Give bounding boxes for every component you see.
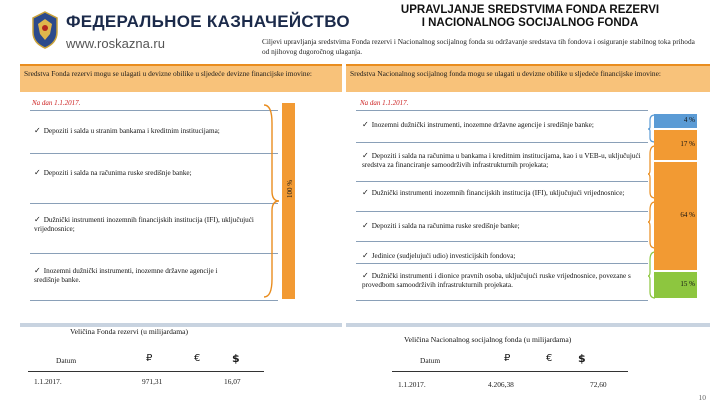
check-icon: ✓ — [362, 271, 369, 280]
right-item-5 — [362, 251, 642, 261]
eagle-emblem-icon — [30, 10, 60, 50]
right-item-1 — [362, 120, 632, 130]
left-date: Na dan 1.1.2017. — [32, 99, 81, 107]
right-col-date: Datum — [420, 356, 441, 365]
check-icon: ✓ — [362, 221, 369, 230]
left-item-rule-2 — [30, 203, 278, 204]
right-item-rule-4 — [356, 241, 648, 242]
left-col-date: Datum — [56, 356, 77, 365]
left-item-2-text: Depoziti i salda na računima ruske središnje banke; — [43, 169, 192, 177]
left-row-rub: 971,31 — [142, 377, 163, 386]
allocation-segment-label-4: 15 % — [680, 280, 695, 289]
check-icon: ✓ — [34, 215, 41, 224]
left-item-4 — [34, 266, 234, 285]
right-item-rule-2 — [356, 181, 648, 182]
check-icon: ✓ — [34, 126, 41, 135]
right-date: Na dan 1.1.2017. — [360, 99, 409, 107]
right-item-rule-5 — [356, 263, 648, 264]
check-icon: ✓ — [362, 120, 369, 129]
left-item-3 — [34, 215, 264, 234]
left-item-3-text: Dužnički instrumenti inozemnih financijskih institucija (IFI), uključujući vrijednosnice; — [34, 216, 254, 233]
goal-text: Ciljevi upravljanja sredstvima Fonda rezervi i Nacionalnog socijalnog fonda su održavanje sredstava tih fondova i osiguranje stabilnog toka prihoda od njihovog dugoročnog ulaganja. — [262, 37, 695, 56]
check-icon: ✓ — [362, 251, 369, 260]
left-bar-label: 100 % — [286, 179, 294, 199]
right-item-2 — [362, 151, 642, 170]
right-date-rule — [356, 110, 648, 111]
org-name: ФЕДЕРАЛЬНОЕ КАЗНАЧЕЙСТВО — [66, 12, 350, 31]
left-item-rule-3 — [30, 253, 278, 254]
left-item-rule-4 — [30, 300, 278, 301]
page-title — [350, 4, 710, 30]
left-row-date: 1.1.2017. — [34, 377, 62, 386]
check-icon: ✓ — [34, 168, 41, 177]
left-item-1 — [34, 126, 254, 136]
right-item-rule-3 — [356, 211, 648, 212]
left-item-4-text: Inozemni dužnički instrumenti, inozemne državne agencije i središnje banke. — [34, 267, 218, 284]
left-col-usd: $ — [232, 352, 240, 365]
right-col-usd: $ — [578, 352, 586, 365]
allocation-segment-2 — [654, 130, 697, 160]
left-table-rule — [28, 371, 264, 372]
right-col-eur: € — [546, 353, 553, 364]
right-item-2-text: Depoziti i salda na računima u bankama i kreditnim institucijama, kao i u VEB-u, uključujući sredstva za financiranje samoodrživih infrastrukturnih projekata; — [362, 152, 641, 169]
check-icon: ✓ — [34, 266, 41, 275]
right-row-rub: 4.206,38 — [488, 380, 514, 389]
right-item-6 — [362, 271, 647, 290]
right-row-date: 1.1.2017. — [398, 380, 426, 389]
right-item-4-text: Depoziti i salda na računima ruske središnje banke; — [371, 222, 520, 230]
check-icon: ✓ — [362, 188, 369, 197]
right-table-title: Veličina Nacionalnog socijalnog fonda (u milijardama) — [404, 335, 572, 344]
right-item-rule-1 — [356, 142, 648, 143]
left-brace-icon — [262, 103, 280, 299]
right-table-rule — [392, 371, 628, 372]
allocation-segment-3 — [654, 162, 697, 270]
right-col-rub: ₽ — [504, 353, 511, 364]
left-date-rule — [30, 110, 278, 111]
right-header: Sredstva Nacionalnog socijalnog fonda mogu se ulagati u devizne obilike u sljedeće financijske imovine: — [346, 64, 710, 92]
right-item-4 — [362, 221, 642, 231]
right-item-3-text: Dužnički instrumenti inozemnih financijskih institucija (IFI), uključujući vrijednosnice; — [371, 189, 625, 197]
left-col-rub: ₽ — [146, 353, 153, 364]
left-item-rule-1 — [30, 153, 278, 154]
left-table-title: Veličina Fonda rezervi (u milijardama) — [70, 327, 189, 336]
right-item-1-text: Inozemni dužnički instrumenti, inozemne državne agencije i središnje banke; — [371, 121, 594, 129]
left-row-usd: 16,07 — [224, 377, 241, 386]
right-row-usd: 72,60 — [590, 380, 607, 389]
allocation-segment-label-3: 64 % — [680, 210, 695, 219]
left-header: Sredstva Fonda rezervi mogu se ulagati u devizne obilike u sljedeće devizne financijske imovine: — [20, 64, 342, 92]
page-number: 10 — [698, 393, 706, 402]
check-icon: ✓ — [362, 151, 369, 160]
org-url[interactable]: www.roskazna.ru — [66, 36, 165, 51]
title-line-1: UPRAVLJANJE SREDSTVIMA FONDA REZERVI — [400, 4, 660, 16]
left-col-eur: € — [194, 353, 201, 364]
title-line-2: I NACIONALNOG SOCIJALNOG FONDA — [421, 17, 639, 29]
right-item-rule-6 — [356, 300, 648, 301]
right-table-divider — [346, 323, 710, 327]
allocation-segment-label-1: 4 % — [683, 116, 695, 124]
allocation-segment-1 — [654, 114, 697, 128]
right-item-3 — [362, 188, 632, 198]
right-item-5-text: Jedinice (sudjelujući udio) investicijskih fondova; — [371, 252, 516, 260]
allocation-segment-4 — [654, 272, 697, 298]
right-item-6-text: Dužnički instrumenti i dionice pravnih osoba, uključujući ruske vrijednosnice, povezane s provedbom samoodrživih infrastrukturnih projekata. — [362, 272, 631, 289]
left-item-2 — [34, 168, 266, 178]
left-item-1-text: Depoziti i salda u stranim bankama i kreditnim institucijama; — [43, 127, 220, 135]
allocation-segment-label-2: 17 % — [680, 139, 695, 148]
